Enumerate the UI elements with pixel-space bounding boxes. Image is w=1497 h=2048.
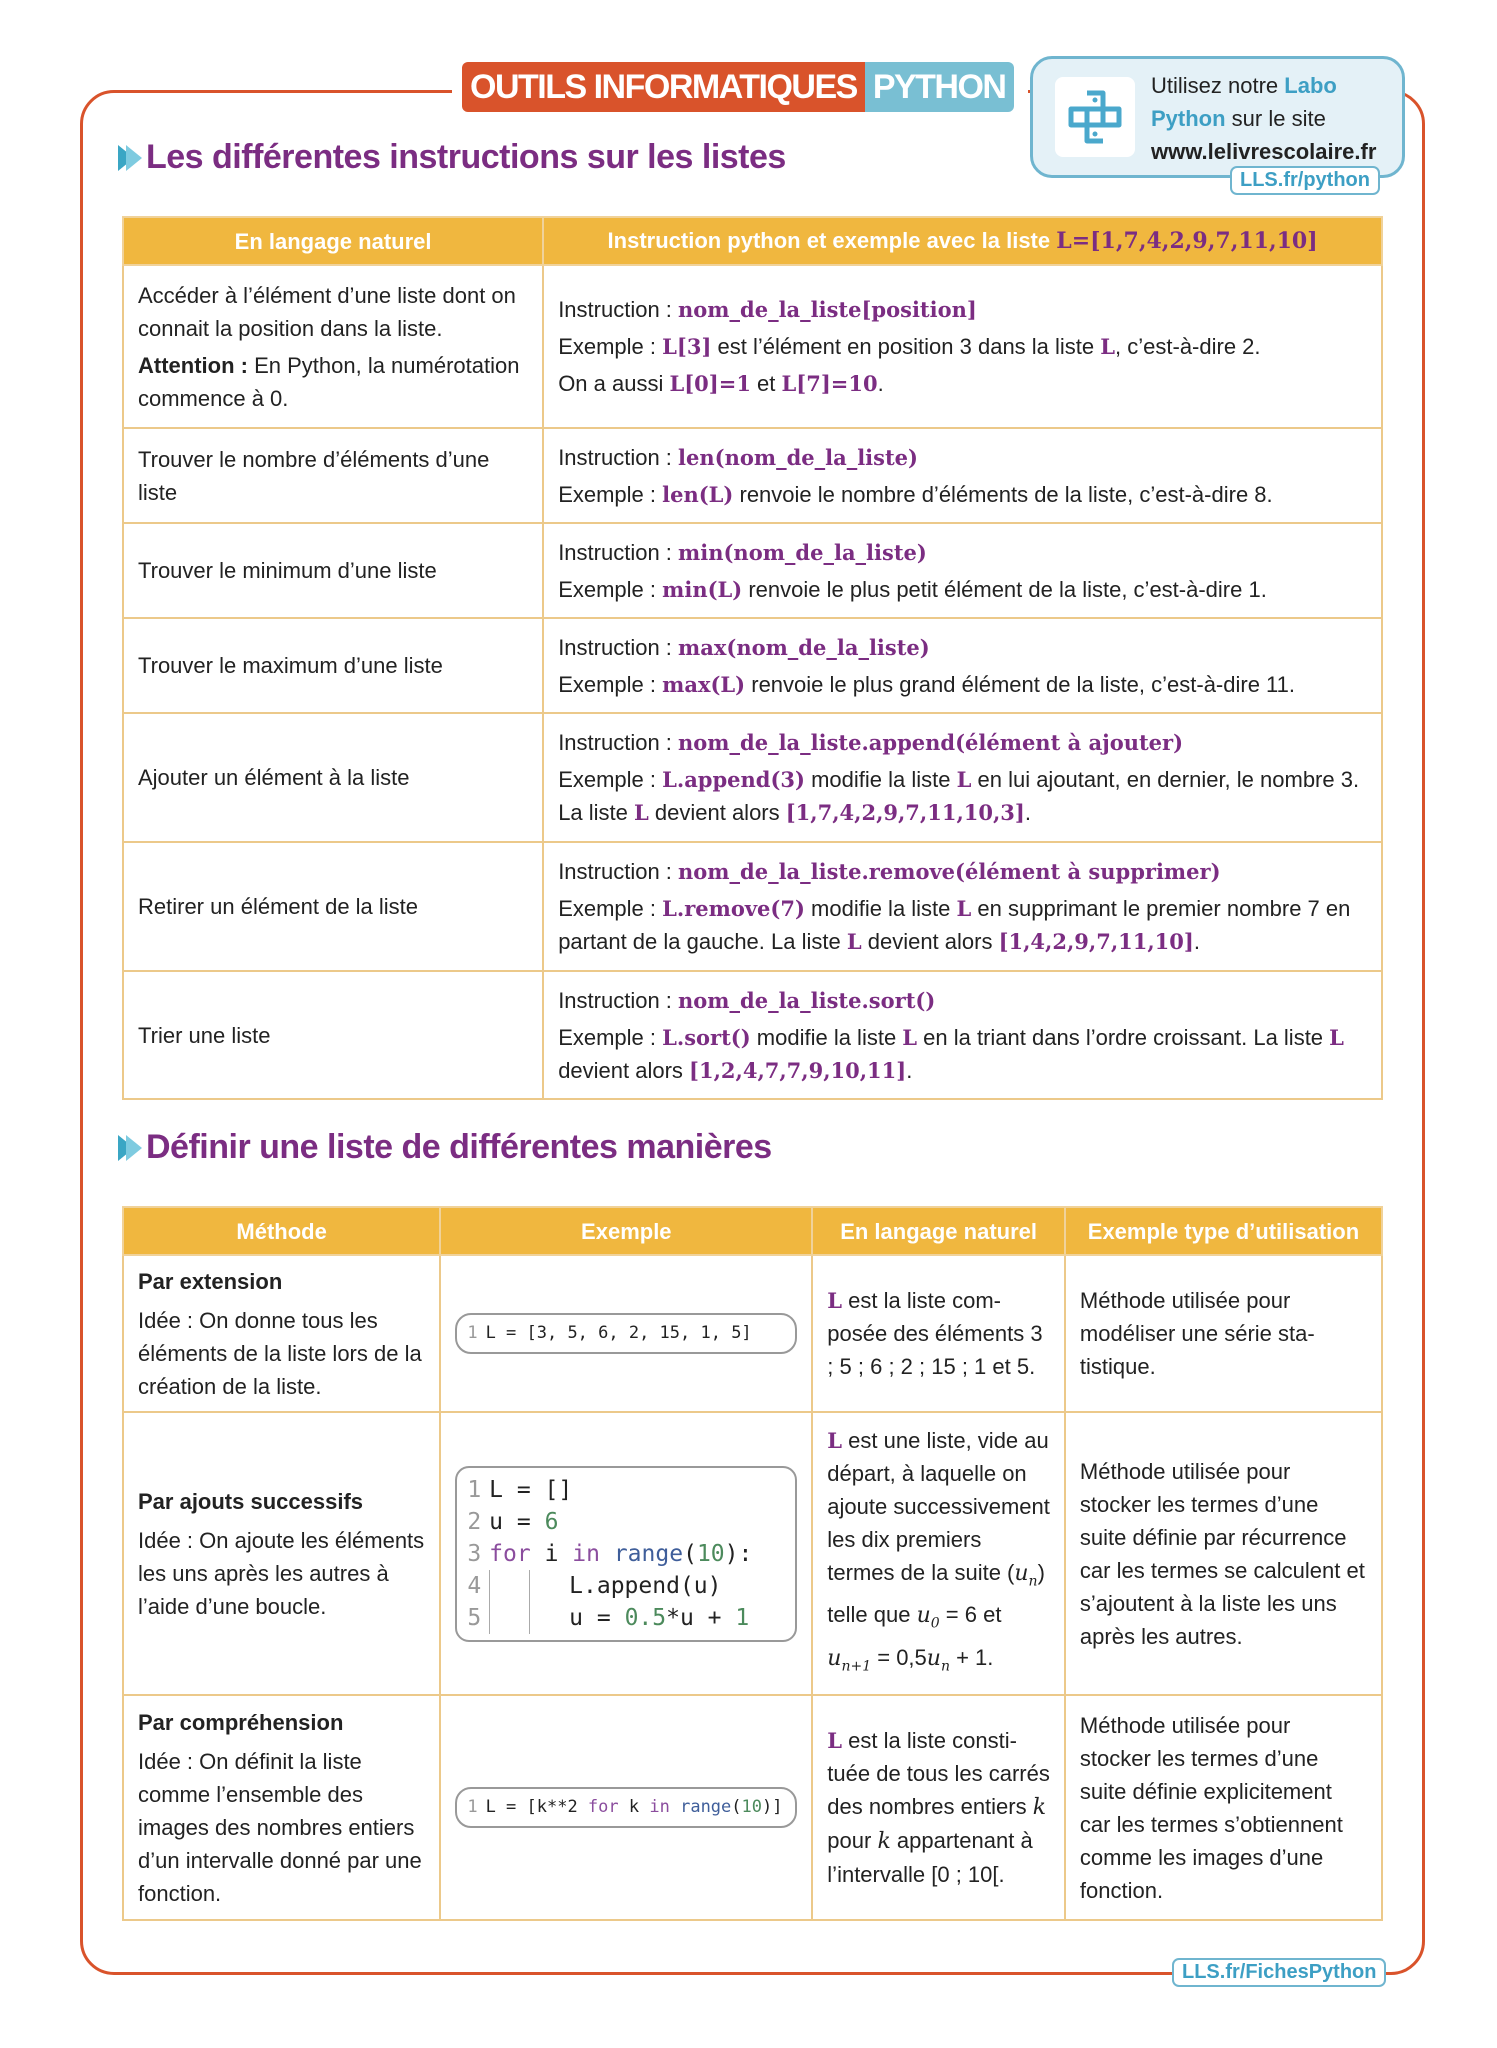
natural-language-cell xyxy=(123,618,543,713)
code-text: nom_de_la_liste.append(élément à ajouter) xyxy=(678,730,1184,755)
code-text: max(nom_de_la_liste) xyxy=(678,634,930,660)
text-segment: 2 xyxy=(467,1508,482,1535)
text-segment: est la liste composée des éléments 3 ; 5 ; 6 ; 2 ; 15 ; 1 et 5. xyxy=(827,1288,1043,1379)
text-segment: Instruction : xyxy=(558,730,679,755)
code-line xyxy=(467,1506,785,1538)
method-cell xyxy=(123,1695,440,1920)
labo-text: Utilisez notre xyxy=(1151,73,1285,98)
code-text: L xyxy=(846,929,862,954)
table-row xyxy=(123,523,1382,618)
table-row xyxy=(123,971,1382,1099)
text-segment: en lui ajoutant, en dernier, le nombre 3. La liste xyxy=(558,767,1360,825)
text-segment: )] xyxy=(762,1797,783,1817)
text-segment: i xyxy=(530,1540,573,1567)
code-line xyxy=(467,1602,785,1634)
text-segment: Trouver le maximum d’une liste xyxy=(138,653,443,678)
subscript: 0 xyxy=(930,1615,940,1632)
paragraph xyxy=(138,649,528,682)
method-cell xyxy=(123,1412,440,1695)
paragraph xyxy=(138,761,528,794)
text-segment: Instruction : xyxy=(558,539,679,565)
header-badges xyxy=(462,62,1014,112)
text-segment: in xyxy=(649,1797,670,1817)
text-segment: Exemple : xyxy=(558,334,663,359)
text-segment: k xyxy=(618,1797,650,1817)
text-segment: L = [] xyxy=(489,1476,573,1503)
code-text: len(nom_de_la_liste) xyxy=(678,444,918,470)
text-segment: 1 xyxy=(467,1323,478,1343)
instructions-table xyxy=(122,216,1383,1100)
text-segment xyxy=(600,1541,614,1567)
section1-heading xyxy=(118,138,786,177)
text-segment: in xyxy=(572,1540,600,1567)
code-line xyxy=(467,1474,785,1506)
text-segment: . xyxy=(1193,929,1200,954)
text-segment: devient alors xyxy=(558,1057,690,1083)
text-segment: Ajouter un élément à la liste xyxy=(138,765,410,790)
text-segment: *u + xyxy=(666,1604,736,1631)
text-segment: for xyxy=(587,1797,619,1817)
code-text: nom_de_la_liste.remove(élément à supprimer) xyxy=(678,859,1221,884)
text-segment: 0.5 xyxy=(624,1604,667,1631)
instruction-line xyxy=(558,367,1367,400)
text-segment: 3 xyxy=(467,1540,482,1567)
text-segment: ( xyxy=(731,1797,742,1817)
method-name: Par extension xyxy=(138,1268,283,1294)
instruction-cell xyxy=(543,523,1382,618)
indent-guide xyxy=(529,1602,569,1634)
code-text: L xyxy=(827,1728,843,1753)
code-text: nom_de_la_liste[position] xyxy=(678,297,977,322)
text-segment: u xyxy=(916,1603,931,1629)
indent-guide xyxy=(489,1602,529,1634)
instruction-line xyxy=(558,293,1367,326)
text-segment: 1 xyxy=(735,1604,750,1631)
text-segment: 4 xyxy=(467,1572,482,1599)
code-text: L xyxy=(634,800,649,825)
arrow-icon xyxy=(118,1135,134,1161)
code-text: L[0]=1 xyxy=(669,371,751,396)
instruction-line xyxy=(558,631,1367,664)
arrow-icon xyxy=(118,145,134,171)
text-segment: Instruction : xyxy=(558,634,679,660)
code-text: min(L) xyxy=(662,576,743,602)
col-header-method: Méthode xyxy=(123,1207,440,1255)
fiches-python-link[interactable]: LLS.fr/FichesPython xyxy=(1172,1958,1386,1987)
text-segment: . xyxy=(906,1057,913,1083)
code-text: L[3] xyxy=(662,334,712,359)
instruction-line xyxy=(558,855,1367,888)
text-segment: Instruction : xyxy=(558,859,679,884)
subscript: n xyxy=(940,1658,950,1675)
paragraph xyxy=(138,890,528,923)
code-text: L.sort() xyxy=(662,1024,751,1050)
instruction-cell xyxy=(543,265,1382,428)
paragraph xyxy=(138,349,528,415)
table-row xyxy=(123,1412,1382,1695)
subscript: n+1 xyxy=(841,1658,872,1675)
labo-text-2: sur le site xyxy=(1225,106,1326,131)
text-segment: renvoie le plus petit élément de la liste, c’est-à-dire 1. xyxy=(742,576,1267,602)
text-segment: Trouver le minimum d’une liste xyxy=(138,558,437,583)
natural-language-cell xyxy=(123,428,543,523)
code-text: L xyxy=(956,896,972,921)
text-segment: est l’élément en position 3 dans la liste xyxy=(711,334,1101,359)
text-segment: . xyxy=(877,371,884,396)
table-row xyxy=(123,265,1382,428)
code-block[interactable] xyxy=(455,1313,797,1354)
indent-guide xyxy=(489,1570,529,1602)
labo-highlight: Labo xyxy=(1284,73,1337,98)
table-row xyxy=(123,1695,1382,1920)
text-segment: L.append(u) xyxy=(569,1572,722,1599)
text-segment: u = xyxy=(569,1604,625,1631)
instruction-line xyxy=(558,536,1367,569)
method-name: Par ajouts successifs xyxy=(138,1488,364,1514)
table-row xyxy=(123,842,1382,971)
text-segment: On a aussi xyxy=(558,371,670,396)
natural-language-cell xyxy=(812,1412,1065,1695)
code-text: L.remove(7) xyxy=(662,896,805,921)
section2-heading xyxy=(118,1128,772,1167)
methods-table xyxy=(122,1206,1383,1921)
section2-title: Définir une liste de différentes manières xyxy=(146,1128,772,1166)
text-segment: modifie la liste xyxy=(804,896,957,921)
text-segment: renvoie le plus grand élément de la liste, c’est-à-dire 11. xyxy=(745,671,1296,697)
text-segment: est la liste constituée de tous les carrés des nombres entiers xyxy=(827,1728,1050,1819)
instruction-cell xyxy=(543,713,1382,842)
text-segment: en la triant dans l’ordre croissant. La liste xyxy=(917,1024,1330,1050)
text-segment: L = [k**2 xyxy=(485,1797,588,1817)
paragraph xyxy=(138,1019,528,1052)
instruction-line xyxy=(558,726,1367,759)
code-line xyxy=(467,1570,785,1602)
col-header-instruction xyxy=(543,217,1382,265)
method-idea: Idée : On définit la liste comme l’ensemble des images des nombres entiers d’un intervalle donné par une fonction. xyxy=(138,1748,422,1906)
text-segment: Retirer un élément de la liste xyxy=(138,894,419,919)
natural-language-cell xyxy=(123,265,543,428)
instruction-line xyxy=(558,1021,1367,1087)
usage-cell: Méthode utilisée pour stocker les termes d’une suite définie par récurrence car les termes se calculent et s’ajoutent à la liste les uns après les autres. xyxy=(1065,1412,1382,1695)
code-text: L xyxy=(902,1024,918,1050)
text-segment: range xyxy=(680,1797,732,1817)
text-segment: ): xyxy=(724,1540,753,1567)
example-cell xyxy=(440,1412,812,1695)
code-text: L xyxy=(956,767,972,792)
text-segment: 10 xyxy=(696,1540,725,1567)
example-cell xyxy=(440,1695,812,1920)
text-segment: devient alors xyxy=(861,929,999,954)
text-segment: appartenant à l’intervalle [0 ; 10[. xyxy=(827,1828,1033,1887)
paragraph xyxy=(138,443,528,509)
instruction-line xyxy=(558,478,1367,511)
badge-python: PYTHON xyxy=(865,62,1014,112)
code-text: L xyxy=(827,1427,843,1453)
text-segment: Trouver le nombre d’éléments d’une liste xyxy=(138,446,490,505)
header-text: Instruction python et exemple avec la liste xyxy=(607,228,1057,253)
text-segment: Accéder à l’élément d’une liste dont on connait la position dans la liste. xyxy=(138,282,516,341)
paragraph xyxy=(138,554,528,587)
instruction-cell xyxy=(543,428,1382,523)
usage-cell: Méthode utilisée pour modéliser une série statistique. xyxy=(1065,1255,1382,1412)
text-segment: 6 xyxy=(544,1508,559,1535)
instruction-cell xyxy=(543,618,1382,713)
text-segment xyxy=(670,1797,680,1817)
instruction-line xyxy=(558,441,1367,474)
text-segment: = 0,5 xyxy=(871,1644,927,1670)
method-idea: Idée : On ajoute les éléments les uns après les autres à l’aide d’une boucle. xyxy=(138,1527,425,1619)
instruction-line xyxy=(558,668,1367,701)
text-segment: est une liste, vide au départ, à laquelle on ajoute successivement les dix premiers termes de la suite ( xyxy=(827,1427,1050,1585)
text-segment: for xyxy=(489,1540,531,1567)
text-segment: ) telle que xyxy=(827,1559,1045,1628)
text-segment: modifie la liste xyxy=(804,767,957,792)
text-segment: 5 xyxy=(467,1604,482,1631)
subscript: n xyxy=(1028,1573,1038,1590)
lls-python-link[interactable]: LLS.fr/python xyxy=(1230,166,1380,195)
code-text: L[7]=10 xyxy=(781,371,878,396)
code-text: L xyxy=(827,1288,843,1313)
instruction-cell xyxy=(543,842,1382,971)
code-text: len(L) xyxy=(662,481,734,507)
natural-language-cell xyxy=(123,971,543,1099)
code-text: max(L) xyxy=(662,671,746,697)
text-segment: pour xyxy=(827,1828,878,1853)
instruction-line xyxy=(558,763,1367,829)
text-segment: et xyxy=(750,371,782,396)
section1-title: Les différentes instructions sur les listes xyxy=(146,138,786,176)
text-segment: L = [3, 5, 6, 2, 15, 1, 5] xyxy=(485,1323,752,1343)
natural-language-cell xyxy=(812,1695,1065,1920)
instruction-cell xyxy=(543,971,1382,1099)
instruction-line xyxy=(558,330,1367,363)
badge-outils-informatiques: OUTILS INFORMATIQUES xyxy=(462,62,865,112)
code-text: L.append(3) xyxy=(662,767,805,792)
method-name: Par compréhension xyxy=(138,1709,344,1735)
usage-cell: Méthode utilisée pour stocker les termes d’une suite définie explicitement car les termes s’obtiennent comme les images d’une fonction. xyxy=(1065,1695,1382,1920)
text-segment: k xyxy=(877,1829,891,1854)
table-row xyxy=(123,713,1382,842)
text-segment: = 6 et xyxy=(939,1602,1002,1628)
text-segment: ( xyxy=(683,1540,697,1567)
code-line xyxy=(467,1538,785,1570)
text-segment: u = xyxy=(489,1508,545,1535)
text-segment: Exemple : xyxy=(558,1024,663,1050)
text-segment: Instruction : xyxy=(558,444,679,470)
text-segment: . xyxy=(1024,800,1031,825)
text-segment: Instruction : xyxy=(558,987,679,1013)
labo-python-box[interactable] xyxy=(1030,56,1405,178)
text-segment: modifie la liste xyxy=(750,1024,903,1050)
bold-text: Attention : xyxy=(138,352,248,378)
instruction-line xyxy=(558,573,1367,606)
text-segment: renvoie le nombre d’éléments de la liste, c’est-à-dire 8. xyxy=(733,481,1273,507)
code-text: L xyxy=(1100,334,1116,359)
site-url-link[interactable]: www.lelivrescolaire.fr xyxy=(1151,139,1377,164)
indent-guide xyxy=(529,1570,569,1602)
natural-language-cell xyxy=(123,523,543,618)
code-text: L xyxy=(1329,1024,1344,1050)
text-segment: u xyxy=(926,1645,941,1671)
col-header-natural: En langage naturel xyxy=(812,1207,1065,1255)
example-cell xyxy=(440,1255,812,1412)
code-line xyxy=(467,1791,785,1824)
python-logo-icon xyxy=(1055,77,1135,157)
text-segment: + 1. xyxy=(949,1644,994,1670)
text-segment: Exemple : xyxy=(558,576,663,602)
text-segment: 1 xyxy=(467,1797,478,1817)
text-segment: Trier une liste xyxy=(138,1022,271,1048)
code-line xyxy=(467,1317,785,1350)
table-row xyxy=(123,618,1382,713)
code-text: [1,4,2,9,7,11,10] xyxy=(998,929,1194,954)
text-segment: Exemple : xyxy=(558,481,663,507)
method-cell xyxy=(123,1255,440,1412)
table-row xyxy=(123,1255,1382,1412)
code-block[interactable] xyxy=(455,1787,797,1828)
text-segment: en supprimant le premier nombre 7 en partant de la gauche. La liste xyxy=(558,896,1351,954)
text-segment: k xyxy=(1032,1795,1047,1820)
text-segment: Exemple : xyxy=(558,767,663,792)
natural-language-cell xyxy=(123,842,543,971)
text-segment: 10 xyxy=(741,1797,763,1817)
code-text: min(nom_de_la_liste) xyxy=(678,539,927,565)
text-segment: Exemple : xyxy=(558,896,663,921)
code-text: [1,2,4,7,7,9,10,11] xyxy=(689,1057,907,1083)
col-header-usage: Exemple type d’utilisation xyxy=(1065,1207,1382,1255)
natural-language-cell xyxy=(123,713,543,842)
code-block[interactable] xyxy=(455,1466,797,1642)
instruction-line xyxy=(558,892,1367,958)
text-segment: Exemple : xyxy=(558,671,663,697)
code-text: [1,7,4,2,9,7,11,10,3] xyxy=(785,800,1025,825)
header-list: L=[1,7,4,2,9,7,11,10] xyxy=(1056,228,1318,254)
text-segment: u xyxy=(1014,1560,1029,1586)
labo-highlight-python: Python xyxy=(1151,106,1226,131)
instruction-line xyxy=(558,984,1367,1017)
natural-language-cell xyxy=(812,1255,1065,1412)
text-segment: Instruction : xyxy=(558,297,679,322)
text-segment: , c’est-à-dire 2. xyxy=(1115,334,1261,359)
code-text: nom_de_la_liste.sort() xyxy=(678,987,936,1013)
text-segment: 1 xyxy=(467,1476,482,1503)
text-segment: u xyxy=(827,1645,842,1671)
col-header-example: Exemple xyxy=(440,1207,812,1255)
text-segment: range xyxy=(613,1540,684,1567)
paragraph xyxy=(138,279,528,345)
text-segment: devient alors xyxy=(648,800,786,825)
col-header-natural: En langage naturel xyxy=(123,217,543,265)
method-idea: Idée : On donne tous les éléments de la liste lors de la création de la liste. xyxy=(138,1307,422,1399)
text-segment: En Python, la numérotation commence à 0. xyxy=(138,352,520,411)
table-row xyxy=(123,428,1382,523)
